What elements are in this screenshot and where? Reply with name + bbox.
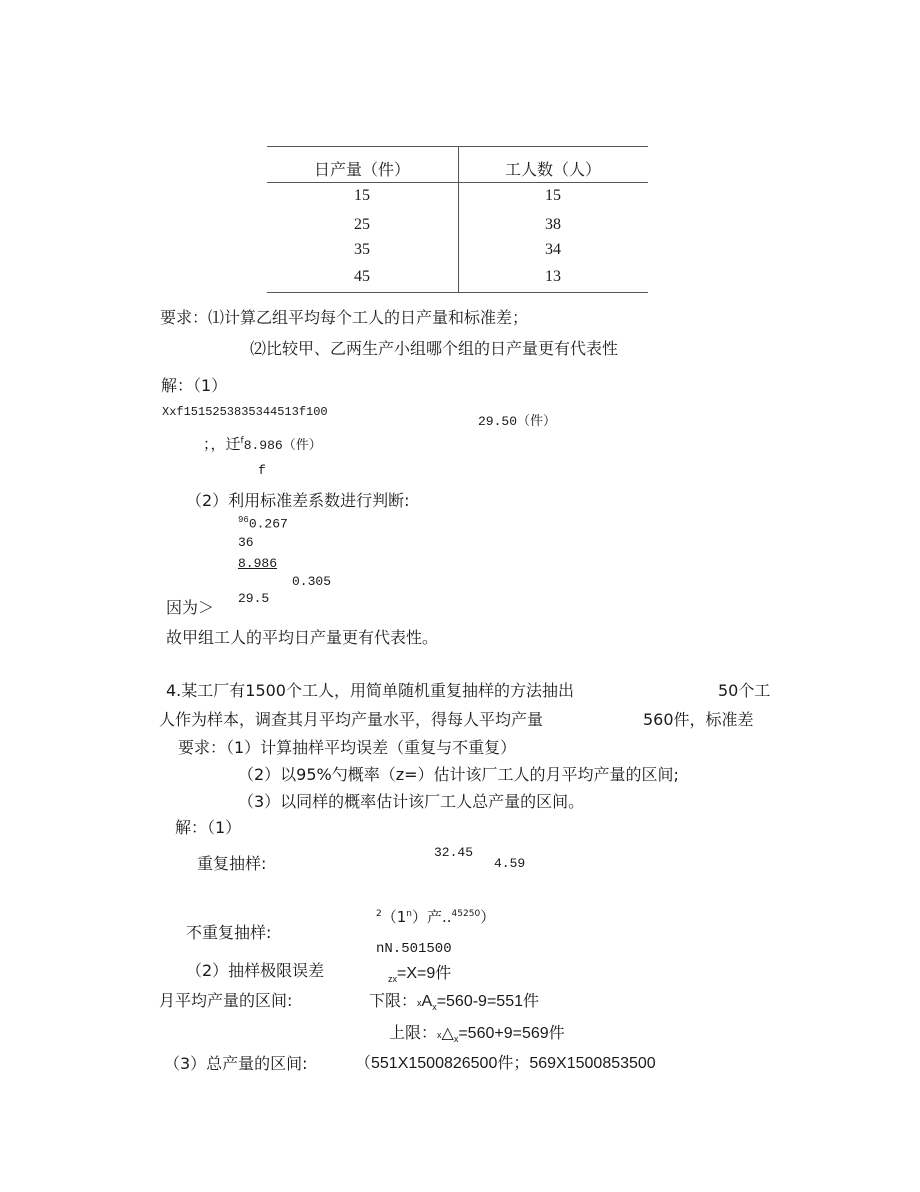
interval-label: 月平均产量的区间:: [159, 991, 293, 1010]
repeat-sampling-label: 重复抽样:: [197, 854, 267, 873]
q4-line2-b: 560件，标准差: [643, 710, 754, 729]
limit-error-label: （2）抽样极限误差: [186, 961, 325, 980]
table-cell: 45: [354, 268, 370, 285]
total-interval-label: （3）总产量的区间:: [164, 1054, 308, 1073]
table-cell: 25: [354, 216, 370, 233]
solution-label: 解：（1）: [161, 376, 228, 395]
cv-1-value: 0.267: [248, 516, 288, 532]
std-superscript: f: [240, 436, 244, 446]
table-cell: 34: [545, 241, 561, 258]
part-2-heading: （2）利用标准差系数进行判断:: [186, 491, 410, 510]
conclusion: 故甲组工人的平均日产量更有代表性。: [166, 628, 439, 647]
q4-requirement-2: （2）以95%勺概率（z=）估计该厂工人的月平均产量的区间;: [238, 765, 679, 784]
q4-line2-a: 人作为样本，调查其月平均产量水平，得每人平均产量: [159, 710, 544, 729]
total-interval-value: （551X1500826500件；569X1500853500: [355, 1055, 656, 1072]
cv-2-value: 0.305: [292, 574, 332, 589]
lower-bound: 下限：$xA_x=560-9=551$件: [369, 991, 539, 1013]
std-value: 8.986（件）: [243, 438, 322, 453]
table-header-workers: 工人数（人）: [504, 160, 601, 179]
cv-2-numerator: 8.986: [238, 556, 278, 571]
cv-1: [238, 516, 288, 530]
repeat-value-2: 4.59: [494, 856, 526, 871]
limit-error-formula: $_{zx}$=X=9件: [388, 965, 452, 985]
nonrepeat-formula: $^2$（1$^n$）产..$^{45250}$）: [376, 908, 496, 926]
upper-bound: 上限：$x\triangle_x=560+9=569$件: [389, 1023, 565, 1045]
q4-title-a: 4.某工厂有1500个工人，用简单随机重复抽样的方法抽出: [166, 681, 574, 700]
table-cell: 15: [545, 187, 561, 204]
because-line: 因为＞: [166, 598, 215, 617]
nonrepeat-line-2: nN.501500: [376, 941, 452, 957]
repeat-value-1: 32.45: [434, 845, 474, 860]
formula-mean: Xxf1515253835344513f100: [162, 405, 328, 419]
table-cell: 38: [545, 216, 561, 233]
table-cell: 35: [354, 241, 370, 258]
q4-requirement-3: （3）以同样的概率估计该厂工人总产量的区间。: [238, 792, 585, 811]
requirement-2: ⑵比较甲、乙两生产小组哪个组的日产量更有代表性: [250, 339, 619, 358]
cv-1-denominator: 36: [238, 535, 254, 550]
cv-2-denominator: 29.5: [238, 591, 270, 606]
mean-result: 29.50（件）: [478, 414, 557, 429]
nonrepeat-sampling-label: 不重复抽样:: [186, 923, 272, 942]
q4-solution-label: 解：（1）: [175, 818, 242, 837]
requirement-1: 要求：⑴计算乙组平均每个工人的日产量和标准差；: [160, 308, 529, 327]
table-header-output: 日产量（件）: [313, 160, 410, 179]
table-cell: 13: [545, 268, 561, 285]
table-cell: 15: [354, 187, 370, 204]
std-prefix: ；，迁: [203, 435, 241, 453]
q4-requirement-1: 要求：（1）计算抽样平均误差（重复与不重复）: [178, 738, 517, 757]
cv-1-superscript: 96: [238, 515, 249, 525]
f-label: f: [258, 463, 266, 478]
q4-title-b: 50个工: [718, 681, 771, 700]
std-formula: [203, 437, 322, 452]
